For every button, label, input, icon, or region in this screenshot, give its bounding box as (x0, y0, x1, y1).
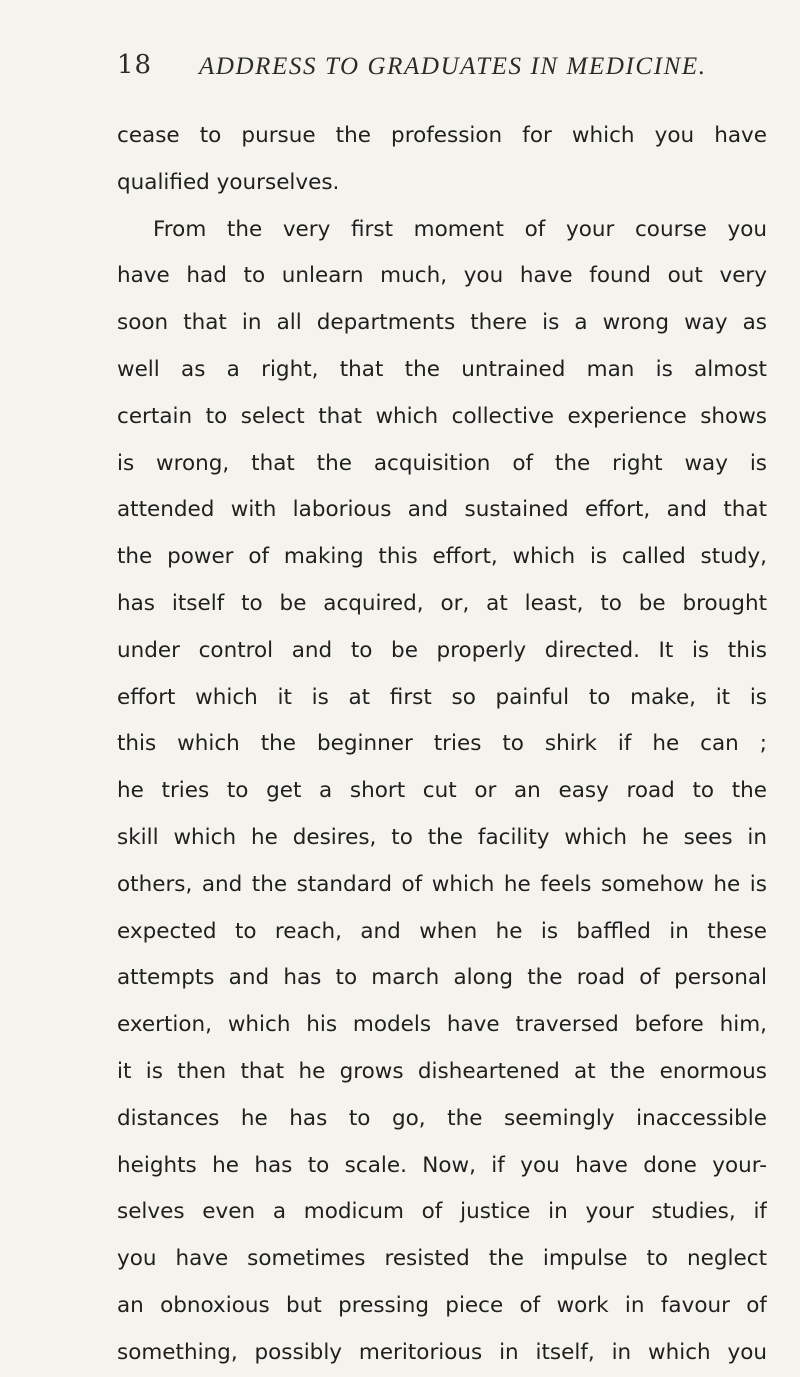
text-line: well as a right, that the untrained man is almost (117, 356, 767, 382)
text-line: From the very first moment of your course you (153, 216, 767, 242)
text-line: has itself to be acquired, or, at least, to be brought (117, 590, 767, 616)
text-line: attempts and has to march along the road of personal (117, 965, 767, 991)
text-line: an obnoxious but pressing piece of work in favour of (117, 1292, 767, 1318)
text-line: you have sometimes resisted the impulse to neglect (117, 1246, 767, 1272)
text-line: he tries to get a short cut or an easy road to the (117, 778, 767, 804)
text-line: soon that in all departments there is a wrong way as (117, 310, 767, 336)
text-line: effort which it is at first so painful to make, it is (117, 684, 767, 710)
text-line: cease to pursue the profession for which you have (117, 123, 767, 148)
text-line: it is then that he grows disheartened at the enormous (117, 1058, 767, 1084)
text-line: certain to select that which collective experience shows (117, 403, 767, 429)
body-text (117, 113, 767, 1377)
text-line: skill which he desires, to the facility which he sees in (117, 824, 767, 850)
text-line: exertion, which his models have traversed before him, (117, 1012, 767, 1038)
running-head (117, 50, 757, 90)
text-line: the power of making this effort, which is called study, (117, 544, 767, 570)
text-line: this which the beginner tries to shirk if he can ; (117, 731, 767, 757)
text-line: under control and to be properly directed. It is this (117, 637, 767, 663)
text-line: heights he has to scale. Now, if you have done your- (117, 1152, 767, 1178)
running-title: ADDRESS TO GRADUATES IN MEDICINE. (199, 53, 707, 80)
text-line: others, and the standard of which he feels somehow he is (117, 871, 767, 897)
text-line: something, possibly meritorious in itself, in which you (117, 1339, 767, 1365)
text-line: have had to unlearn much, you have found out very (117, 263, 767, 289)
text-line: attended with laborious and sustained effort, and that (117, 497, 767, 523)
text-line: selves even a modicum of justice in your studies, if (117, 1199, 767, 1225)
text-line: is wrong, that the acquisition of the right way is (117, 450, 767, 476)
text-line: distances he has to go, the seemingly inaccessible (117, 1105, 767, 1131)
text-line: expected to reach, and when he is baffled in these (117, 918, 767, 944)
text-line: qualified yourselves. (117, 169, 340, 195)
page-number: 18 (117, 50, 153, 80)
